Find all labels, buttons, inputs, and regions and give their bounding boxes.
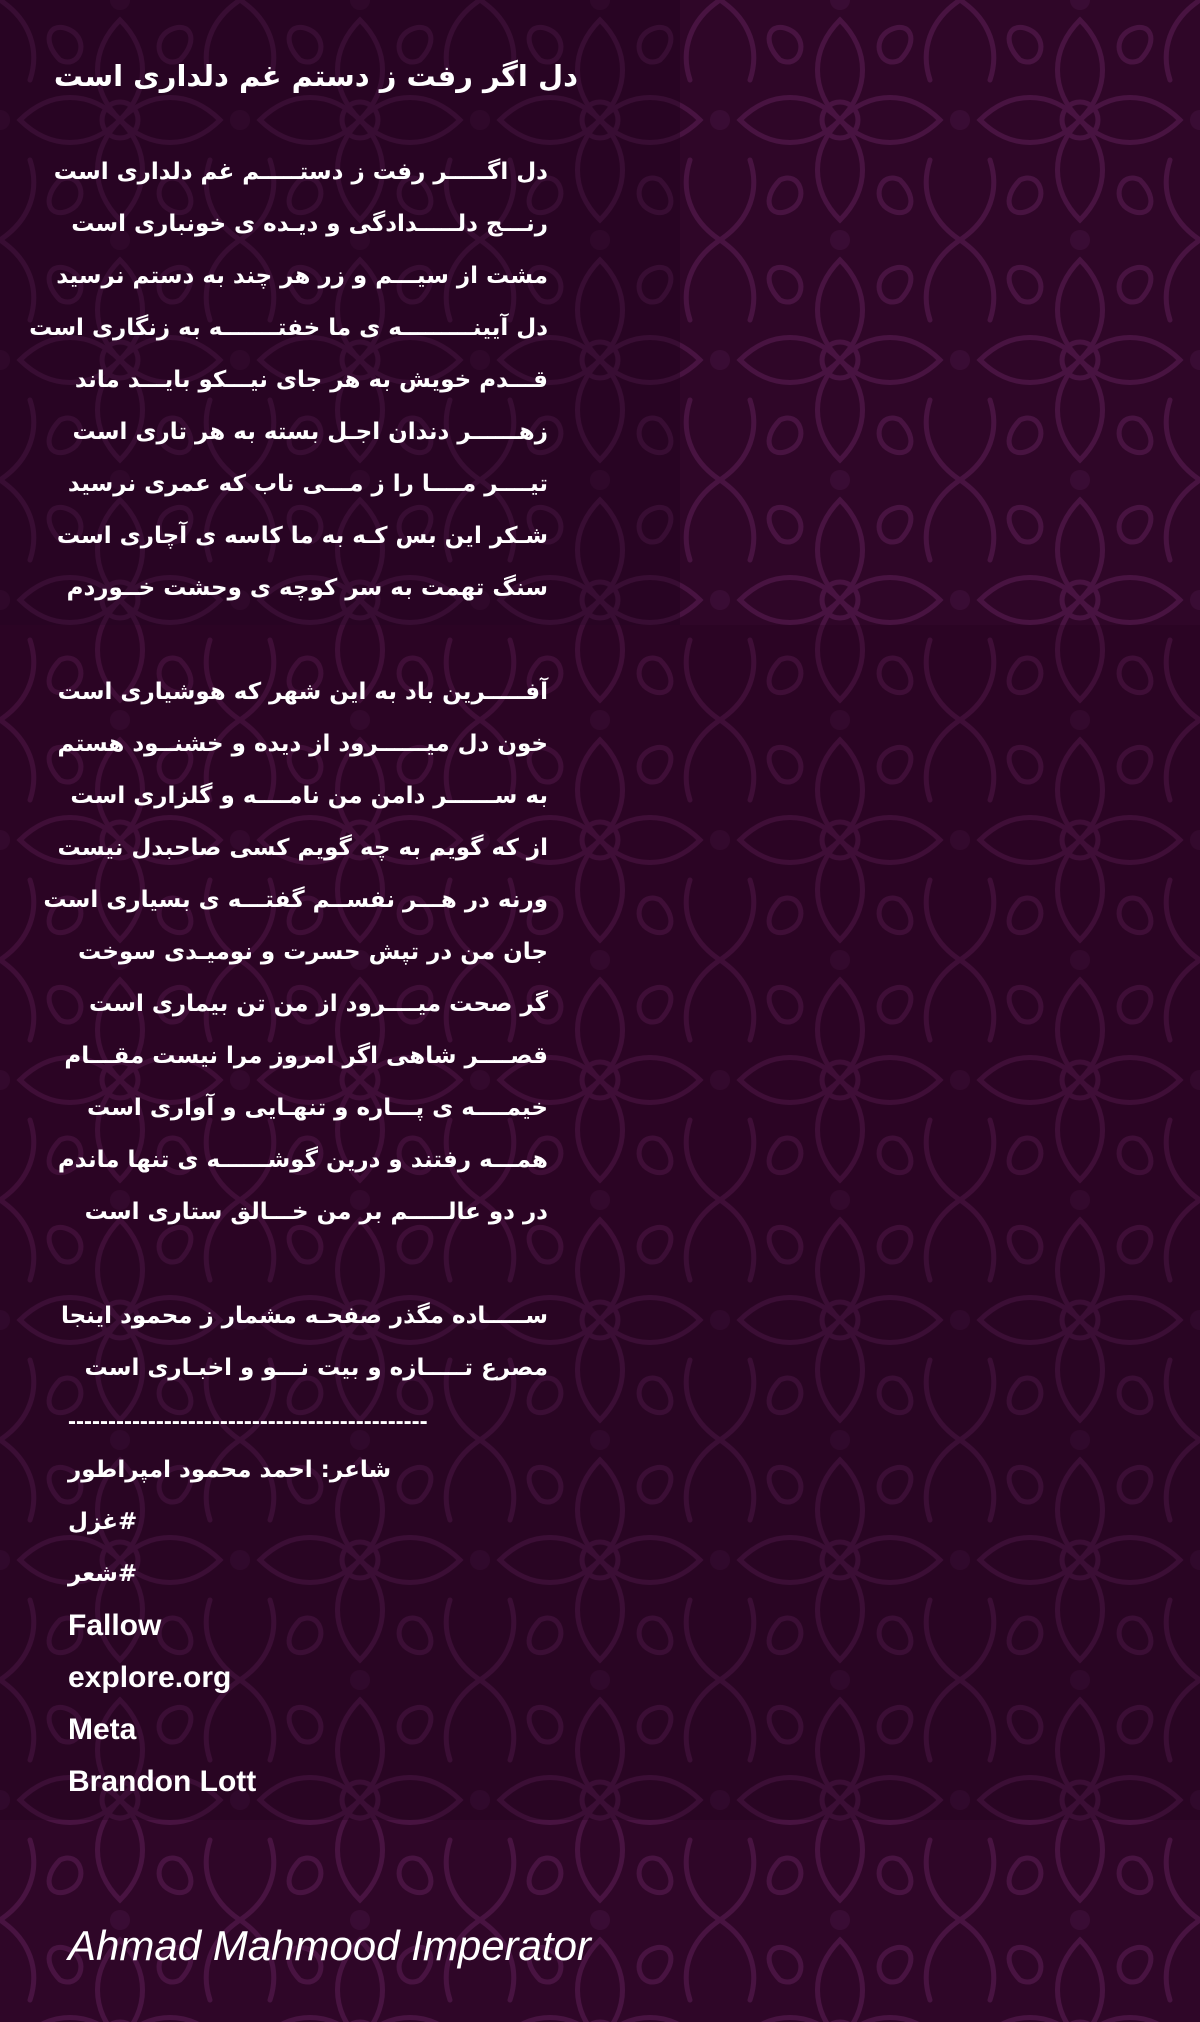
poem-line: در دو عالـــــم بر من خـــالق ستاری است: [84, 1199, 548, 1225]
poem-line: ســـــاده مگذر صفحـه مشمار ز محمود اینجا: [60, 1303, 548, 1329]
poem-line: تیــــر مــــا را ز مـــی ناب که عمری نرسید: [67, 471, 548, 497]
poem-line: ورنه در هـــر نفســم گفتـــه ی بسیاری است: [43, 887, 548, 913]
poem-line: قـــدم خویش به هر جای نیـــکو بایـــد ماند: [74, 367, 548, 393]
poem-line: سنگ تهمت به سر کوچه ی وحشت خــوردم: [66, 575, 548, 601]
poem-line: خیمــــه ی پـــاره و تنهـایی و آواری است: [86, 1095, 548, 1121]
poem-line: شـکر این بس کـه به ما کاسه ی آچاری است: [56, 523, 548, 549]
poem-line: گر صحت میــــرود از من تن بیماری است: [88, 991, 548, 1017]
credit-meta: Meta: [68, 1713, 137, 1746]
credit-brandon-lott: Brandon Lott: [68, 1765, 257, 1798]
divider-line: ---------------------------------------------: [68, 1408, 428, 1435]
poem-meta: [68, 1444, 488, 1808]
poem-line: دل اگـــــر رفت ز دستـــــم غم دلداری است: [53, 159, 548, 185]
poet-credit: شاعر: احمد محمود امپراطور: [68, 1457, 392, 1483]
poem-line: دل آیینـــــــــه ی ما خفتـــــــه به زنگاری است: [29, 315, 548, 341]
poem-line: قصــــر شاهی اگر امروز مرا نیست مقـــام: [64, 1043, 548, 1069]
hashtag-sher[interactable]: #شعر: [68, 1561, 138, 1587]
credit-fallow: Fallow: [68, 1609, 162, 1642]
poem-body: [29, 146, 548, 1394]
poem-line: خون دل میــــــرود از دیده و خشنــود هستم: [57, 731, 548, 757]
poem-line: آفـــــرین باد به این شهر که هوشیاری است: [57, 679, 548, 705]
poem-line: از که گویم به چه گویم کسی صاحبدل نیست: [57, 835, 548, 861]
stanza-break: [68, 614, 548, 666]
poem-line: رنـــج دلـــــدادگی و دیـده ی خونباری است: [71, 211, 548, 237]
poem-line: همـــه رفتند و درین گوشــــــه ی تنها ماندم: [57, 1147, 548, 1173]
poem-title: دل اگر رفت ز دستم غم دلداری است: [53, 59, 578, 93]
poem-line: زهــــــر دندان اجـل بسته به هر تاری است: [72, 419, 548, 445]
poem-line: مصرع تـــــازه و بیت نـــو و اخبـاری است: [84, 1355, 548, 1381]
author-signature: Ahmad Mahmood Imperator: [68, 1922, 591, 1969]
poem-line: به ســــــر دامن من نامــــه و گلزاری است: [70, 783, 548, 809]
stanza-break: [68, 1238, 548, 1290]
hashtag-ghazal[interactable]: #غزل: [68, 1509, 138, 1535]
poem-line: جان من در تپش حسرت و نومیـدی سوخت: [78, 939, 548, 965]
credit-explore-org: explore.org: [68, 1661, 232, 1694]
poem-line: مشت از سیـــم و زر هر چند به دستم نرسید: [56, 263, 548, 289]
